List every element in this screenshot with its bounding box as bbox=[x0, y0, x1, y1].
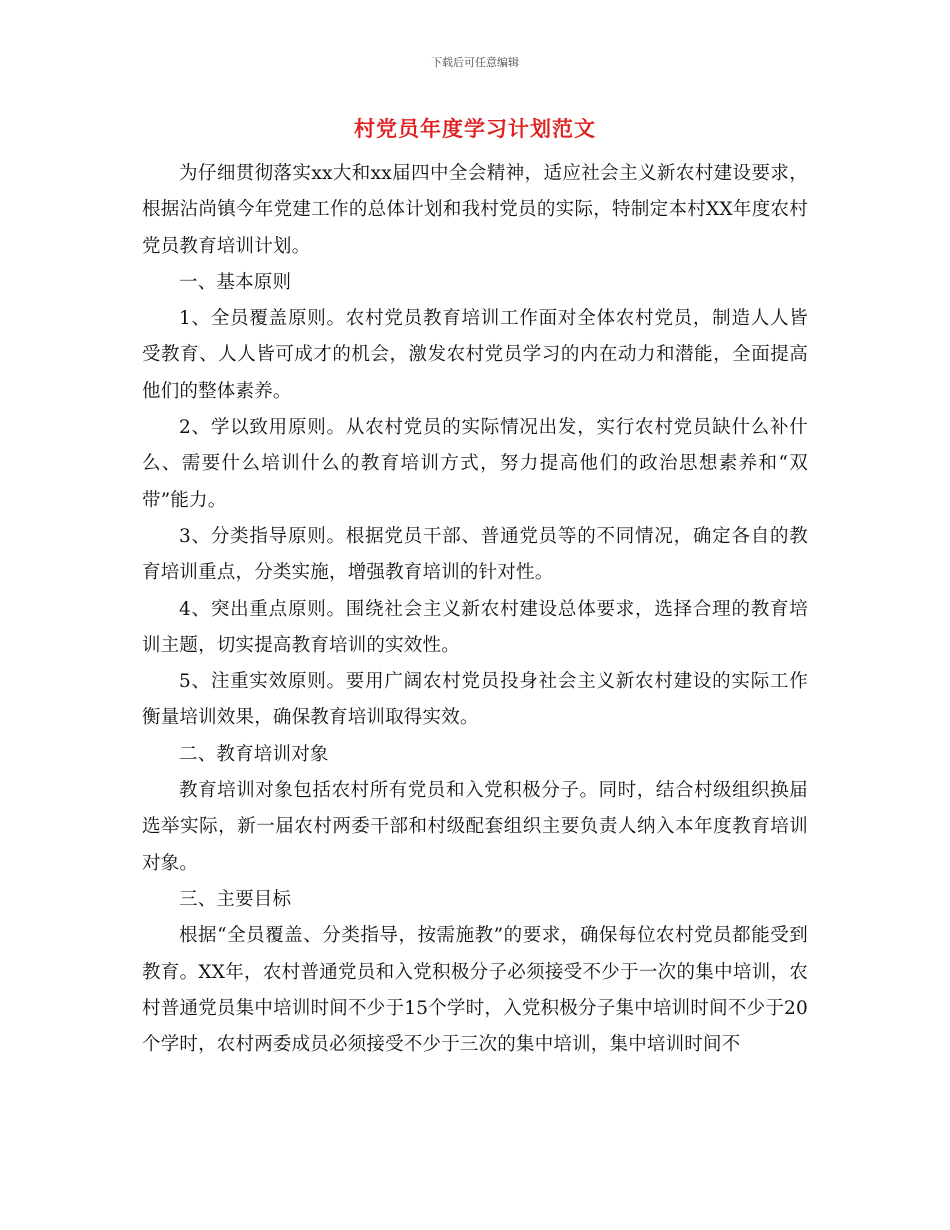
document-title: 村党员年度学习计划范文 bbox=[354, 117, 596, 141]
section-heading-targets: 二、教育培训对象 bbox=[179, 743, 329, 765]
paragraph-principle-4: 4、突出重点原则。围绕社会主义新农村建设总体要求，选择合理的教育培训主题，切实提高教育培训的实效性。 bbox=[142, 598, 808, 656]
paragraph-principle-5: 5、注重实效原则。要用广阔农村党员投身社会主义新农村建设的实际工作衡量培训效果，确保教育培训取得实效。 bbox=[142, 671, 808, 729]
paragraph-principle-3: 3、分类指导原则。根据党员干部、普通党员等的不同情况，确定各自的教育培训重点，分类实施，增强教育培训的针对性。 bbox=[142, 525, 808, 584]
paragraph-principle-1: 1、全员覆盖原则。农村党员教育培训工作面对全体农村党员，制造人人皆受教育、人人皆可成才的机会，激发农村党员学习的内在动力和潜能，全面提高他们的整体素养。 bbox=[142, 308, 808, 402]
section-heading-goals: 三、主要目标 bbox=[179, 888, 292, 910]
paragraph-principle-2: 2、学以致用原则。从农村党员的实际情况出发，实行农村党员缺什么补什么、需要什么培训什么的教育培训方式，努力提高他们的政治思想素养和“双带”能力。 bbox=[142, 417, 808, 511]
section-heading-principles: 一、基本原则 bbox=[179, 271, 292, 293]
header-note: 下载后可任意编辑 bbox=[431, 56, 519, 69]
paragraph-intro: 为仔细贯彻落实xx大和xx届四中全会精神，适应社会主义新农村建设要求，根据沾尚镇今年党建工作的总体计划和我村党员的实际，特制定本村XX年度农村党员教育培训计划。 bbox=[142, 163, 808, 257]
paragraph-targets: 教育培训对象包括农村所有党员和入党积极分子。同时，结合村级组织换届选举实际，新一届农村两委干部和村级配套组织主要负责人纳入本年度教育培训对象。 bbox=[142, 780, 808, 874]
document-body bbox=[142, 156, 808, 1063]
paragraph-goals: 根据“全员覆盖、分类指导，按需施教”的要求，确保每位农村党员都能受到教育。XX年，农村普通党员和入党积极分子必须接受不少于一次的集中培训，农村普通党员集中培训时间不少于15个学时，入党积极分子集中培训时间不少于20个学时，农村两委成员必须接受不少于三次的集中培训，集中培训时间不 bbox=[142, 925, 808, 1056]
